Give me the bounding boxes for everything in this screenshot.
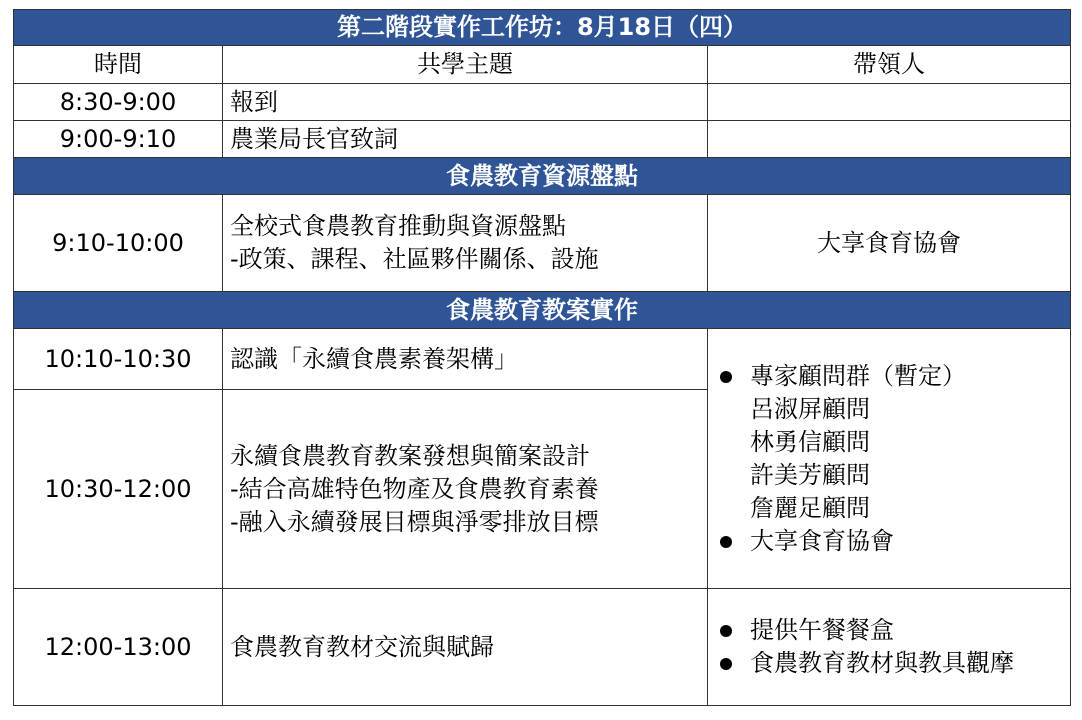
list-item: 提供午餐餐盒 [720, 614, 1070, 647]
row-topic [223, 390, 708, 589]
table-row [14, 329, 1071, 390]
table-row [14, 121, 1071, 158]
topic-line: -政策、課程、社區夥伴關係、設施 [230, 245, 599, 273]
row-time: 12:00-13:00 [14, 589, 223, 706]
leader-list [708, 360, 1070, 558]
list-item: 許美芳顧問 [750, 460, 870, 489]
list-item: 詹麗足顧問 [750, 493, 870, 522]
header-row [14, 46, 1071, 84]
row-topic: 食農教育教材交流與賦歸 [223, 589, 708, 706]
topic-line: -融入永續發展目標與淨零排放目標 [230, 507, 599, 536]
row-leader [708, 121, 1071, 158]
row-time: 10:30-12:00 [14, 390, 223, 589]
row-topic [223, 195, 708, 292]
section-row [14, 292, 1071, 329]
row-leader [708, 329, 1071, 589]
title-row [14, 10, 1071, 46]
header-topic: 共學主題 [223, 46, 708, 84]
schedule-table [13, 9, 1071, 706]
row-topic: 農業局長官致詞 [223, 121, 708, 158]
section-title-lesson-plan: 食農教育教案實作 [14, 292, 1071, 329]
row-time: 9:00-9:10 [14, 121, 223, 158]
row-leader: 大享食育協會 [708, 195, 1071, 292]
section-title-resources: 食農教育資源盤點 [14, 158, 1071, 195]
row-leader [708, 589, 1071, 706]
header-leader: 帶領人 [708, 46, 1071, 84]
row-time: 8:30-9:00 [14, 84, 223, 121]
list-item: 呂淑屏顧問 [750, 394, 870, 423]
topic-line: -結合高雄特色物產及食農教育素養 [230, 474, 599, 503]
row-time: 9:10-10:00 [14, 195, 223, 292]
row-topic: 報到 [223, 84, 708, 121]
list-item: 專家顧問群（暫定） [720, 360, 1070, 393]
row-time: 10:10-10:30 [14, 329, 223, 390]
schedule-title: 第二階段實作工作坊：8月18日（四） [14, 10, 1071, 46]
list-item: 大享食育協會 [720, 525, 1070, 558]
table-row [14, 589, 1071, 706]
row-leader [708, 84, 1071, 121]
list-item: 林勇信顧問 [750, 427, 870, 456]
notes-list [708, 614, 1070, 680]
header-time: 時間 [14, 46, 223, 84]
topic-line: 永續食農教育教案發想與簡案設計 [230, 441, 590, 470]
section-row [14, 158, 1071, 195]
row-topic: 認識「永續食農素養架構」 [223, 329, 708, 390]
table-row [14, 195, 1071, 292]
list-item: 食農教育教材與教具觀摩 [720, 647, 1070, 680]
topic-line: 全校式食農教育推動與資源盤點 [230, 212, 566, 240]
table-row [14, 84, 1071, 121]
